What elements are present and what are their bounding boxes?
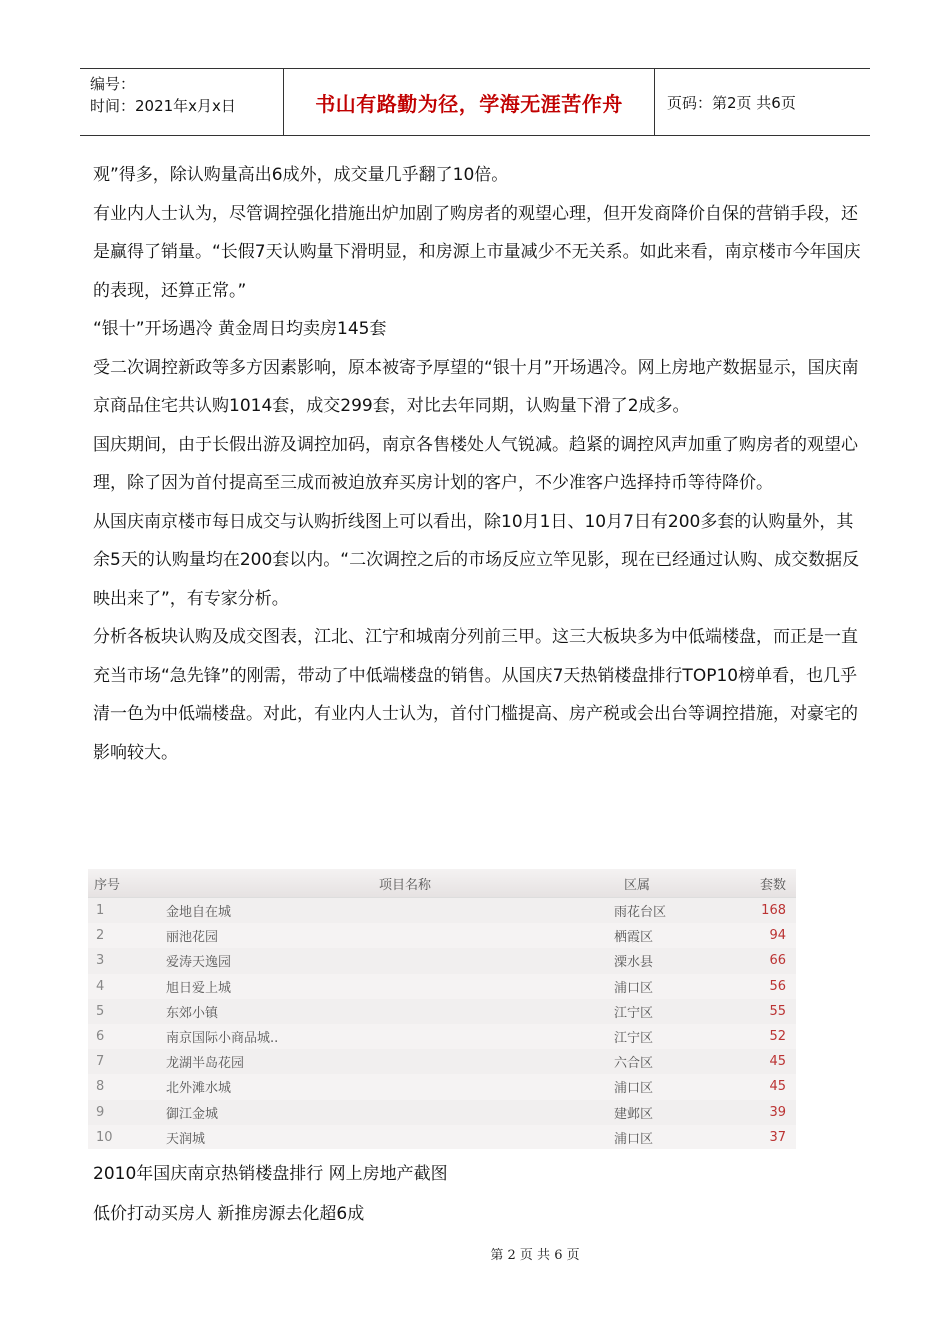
table-row bbox=[88, 1074, 796, 1099]
cell-count: 39 bbox=[769, 1104, 786, 1120]
cell-name: 北外滩水城 bbox=[166, 1081, 232, 1097]
cell-district: 江宁区 bbox=[614, 1031, 654, 1047]
table-row bbox=[88, 999, 796, 1024]
paragraph: 有业内人士认为，尽管调控强化措施出炉加剧了购房者的观望心理，但开发商降价自保的营销手段，还是赢得了销量。“长假7天认购量下滑明显，和房源上市量减少不无关系。如此来看，南京楼市今年国庆的表现，还算正常。” bbox=[93, 203, 861, 301]
body-text bbox=[93, 156, 863, 772]
cell-name: 爱涛天逸园 bbox=[166, 955, 232, 971]
cell-no: 6 bbox=[96, 1029, 105, 1045]
header-district: 区属 bbox=[624, 877, 651, 893]
table-header bbox=[88, 869, 796, 898]
cell-count: 168 bbox=[761, 903, 786, 919]
cell-no: 5 bbox=[96, 1003, 105, 1019]
cell-no: 7 bbox=[96, 1054, 105, 1070]
cell-name: 御江金城 bbox=[166, 1106, 219, 1122]
paragraph: 受二次调控新政等多方因素影响，原本被寄予厚望的“银十月”开场遇冷。网上房地产数据显示，国庆南京商品住宅共认购1014套，成交299套，对比去年同期，认购量下滑了2成多。 bbox=[93, 357, 859, 416]
cell-name: 旭日爱上城 bbox=[166, 980, 232, 996]
cell-count: 52 bbox=[769, 1029, 786, 1045]
table-body bbox=[88, 898, 796, 1150]
table-row bbox=[88, 1024, 796, 1049]
cell-no: 4 bbox=[96, 978, 105, 994]
header-meta bbox=[80, 69, 283, 135]
cell-district: 江宁区 bbox=[614, 1005, 654, 1021]
cell-no: 1 bbox=[96, 903, 105, 919]
paragraph: 从国庆南京楼市每日成交与认购折线图上可以看出，除10月1日、10月7日有200多套的认购量外，其余5天的认购量均在200套以内。“二次调控之后的市场反应立竿见影，现在已经通过认购、成交数据反映出来了”，有专家分析。 bbox=[93, 511, 860, 609]
table-row bbox=[88, 898, 796, 923]
table-row bbox=[88, 948, 796, 973]
cell-count: 45 bbox=[769, 1054, 786, 1070]
header-count: 套数 bbox=[759, 877, 786, 893]
cell-district: 雨花台区 bbox=[614, 905, 667, 921]
paragraph: 观”得多，除认购量高出6成外，成交量几乎翻了10倍。 bbox=[93, 165, 509, 185]
header-motto: 书山有路勤为径，学海无涯苦作舟 bbox=[283, 69, 655, 135]
cell-count: 45 bbox=[769, 1079, 786, 1095]
paragraph: 国庆期间，由于长假出游及调控加码，南京各售楼处人气锐减。趋紧的调控风声加重了购房者的观望心理，除了因为首付提高至三成而被迫放弃买房计划的客户，不少准客户选择持币等待降价。 bbox=[93, 434, 858, 493]
page-footer: 第 2 页 共 6 页 bbox=[490, 1248, 580, 1263]
table-row bbox=[88, 1100, 796, 1125]
cell-district: 浦口区 bbox=[614, 1081, 654, 1097]
cell-no: 2 bbox=[96, 928, 105, 944]
paragraph: 分析各板块认购及成交图表，江北、江宁和城南分列前三甲。这三大板块多为中低端楼盘，而正是一直充当市场“急先锋”的刚需，带动了中低端楼盘的销售。从国庆7天热销楼盘排行TOP10榜单看，也几乎清一色为中低端楼盘。对此，有业内人士认为，首付门槛提高、房产税或会出台等调控措施，对豪宅的影响较大。 bbox=[93, 627, 858, 763]
section-heading: 低价打动买房人 新推房源去化超6成 bbox=[93, 1204, 365, 1224]
cell-count: 94 bbox=[769, 928, 786, 944]
page-header bbox=[80, 68, 870, 136]
cell-district: 溧水县 bbox=[614, 955, 654, 971]
cell-no: 3 bbox=[96, 953, 105, 969]
table-row bbox=[88, 923, 796, 948]
cell-count: 37 bbox=[769, 1129, 786, 1145]
time-label: 时间：2021年x月x日 bbox=[90, 97, 236, 115]
header-no: 序号 bbox=[94, 877, 121, 893]
section-heading: “银十”开场遇冷 黄金周日均卖房145套 bbox=[93, 319, 387, 339]
cell-no: 9 bbox=[96, 1104, 105, 1120]
cell-name: 东郊小镇 bbox=[166, 1005, 219, 1021]
cell-district: 浦口区 bbox=[614, 1131, 654, 1147]
cell-name: 南京国际小商品城.. bbox=[166, 1031, 279, 1047]
table-row bbox=[88, 1125, 796, 1150]
cell-count: 55 bbox=[769, 1003, 786, 1019]
table-row bbox=[88, 974, 796, 999]
header-page-label: 页码：第2页 共6页 bbox=[667, 93, 796, 112]
cell-name: 丽池花园 bbox=[166, 930, 219, 946]
cell-no: 10 bbox=[96, 1129, 113, 1145]
table-row bbox=[88, 1049, 796, 1074]
cell-name: 天润城 bbox=[166, 1131, 206, 1147]
table-caption: 2010年国庆南京热销楼盘排行 网上房地产截图 bbox=[93, 1164, 448, 1184]
cell-count: 56 bbox=[769, 978, 786, 994]
cell-district: 浦口区 bbox=[614, 980, 654, 996]
cell-district: 建邺区 bbox=[614, 1106, 654, 1122]
cell-name: 金地自在城 bbox=[166, 905, 232, 921]
cell-no: 8 bbox=[96, 1079, 105, 1095]
cell-district: 六合区 bbox=[614, 1056, 654, 1072]
header-name: 项目名称 bbox=[379, 877, 432, 893]
after-table-text bbox=[93, 1154, 863, 1234]
cell-district: 栖霞区 bbox=[614, 930, 654, 946]
number-label: 编号： bbox=[90, 75, 136, 93]
ranking-table bbox=[88, 869, 796, 1149]
cell-name: 龙湖半岛花园 bbox=[166, 1056, 245, 1072]
cell-count: 66 bbox=[769, 953, 786, 969]
